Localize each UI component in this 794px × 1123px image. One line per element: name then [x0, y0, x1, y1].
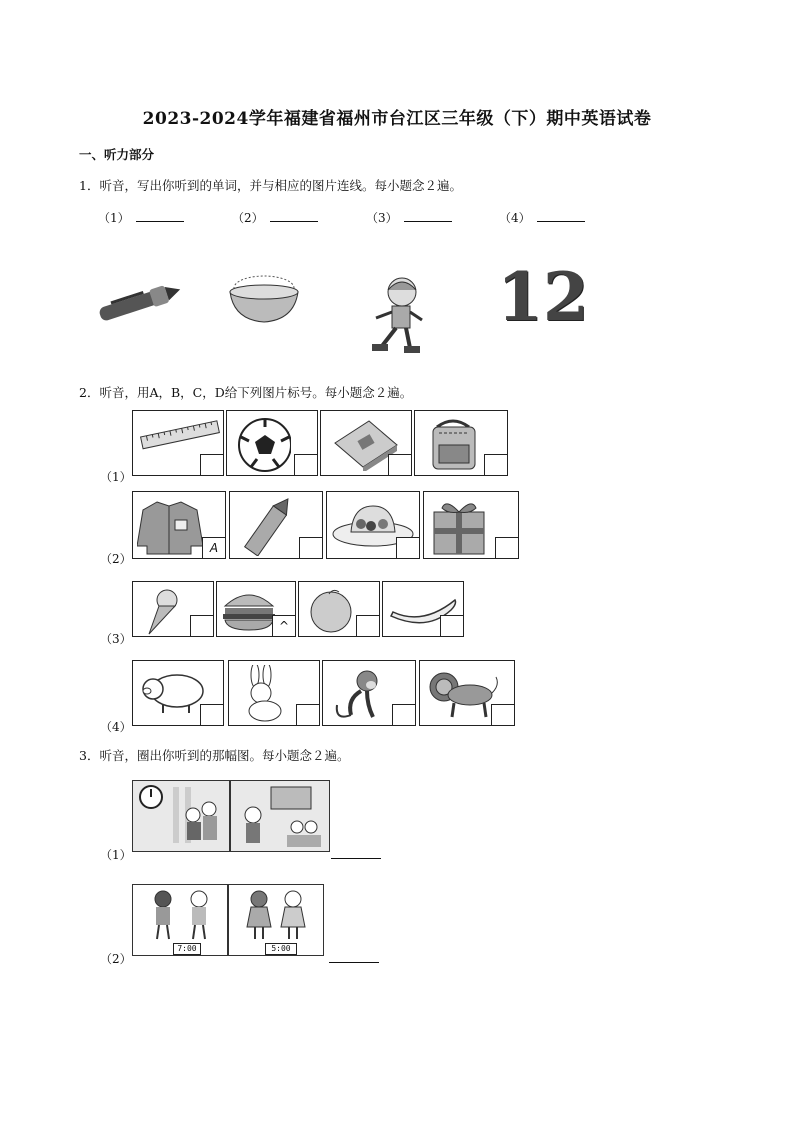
q1-blank-2[interactable] [232, 209, 318, 226]
q3-scene-1a[interactable] [132, 780, 230, 852]
page-title: 2023-2024学年福建省福州市台江区三年级（下）期中英语试卷 [142, 109, 652, 129]
q2-row-3-label: （3） [100, 632, 132, 646]
q3-answer-line-2[interactable] [329, 962, 379, 963]
answer-line [537, 211, 585, 222]
q2-picture-pig[interactable] [132, 660, 224, 726]
q2-picture-hat[interactable] [326, 491, 420, 559]
answer-box[interactable] [484, 454, 507, 475]
rabbit-icon [233, 665, 293, 723]
jacket-icon [137, 496, 209, 556]
gift-box-icon [428, 496, 494, 558]
q2-picture-jacket[interactable] [132, 491, 226, 559]
answer-box[interactable]: ^ [272, 615, 295, 636]
section-heading-listening: 一、听力部分 [79, 147, 155, 162]
q2-row-1-label: （1） [100, 470, 132, 484]
q2-picture-lion[interactable] [419, 660, 515, 726]
hamburger-icon [221, 586, 277, 634]
orange-icon [303, 586, 359, 636]
answer-box[interactable] [396, 537, 419, 558]
answer-box[interactable] [440, 615, 463, 636]
answer-box[interactable] [190, 615, 213, 636]
question-1-text: 1．听音，写出你听到的单词，并与相应的图片连线。每小题念２遍。 [79, 178, 462, 193]
boys-scene-icon [133, 885, 228, 941]
q2-picture-monkey[interactable] [322, 660, 416, 726]
answer-box[interactable] [299, 537, 322, 558]
answer-box[interactable] [356, 615, 379, 636]
ice-cream-icon [137, 586, 187, 636]
answer-box[interactable] [200, 454, 223, 475]
q2-picture-rabbit[interactable] [228, 660, 320, 726]
q2-row-4-label: （4） [100, 720, 132, 734]
q2-picture-hamburger[interactable] [216, 581, 296, 637]
blank-label: （2） [232, 211, 264, 225]
monkey-icon [327, 665, 391, 723]
q2-picture-ice-cream[interactable] [132, 581, 214, 637]
q2-picture-ruler[interactable] [132, 410, 224, 476]
clock-display: 5:00 [265, 943, 297, 955]
pig-icon [137, 665, 209, 719]
answer-box[interactable] [495, 537, 518, 558]
q3-scene-1b[interactable] [230, 780, 330, 852]
answer-line [136, 211, 184, 222]
pen-icon[interactable] [92, 278, 184, 326]
answer-box[interactable] [392, 704, 415, 725]
blank-label: （3） [366, 211, 398, 225]
blank-label: （1） [98, 211, 130, 225]
clock-display: 7:00 [173, 943, 201, 955]
rice-bowl-icon[interactable] [226, 266, 302, 328]
answer-box[interactable] [200, 704, 223, 725]
q3-scene-2a[interactable] [132, 884, 228, 956]
answer-box[interactable] [294, 454, 317, 475]
ruler-icon [137, 415, 221, 455]
answer-line [270, 211, 318, 222]
crayon-icon [234, 496, 304, 556]
q3-row-2-label: （2） [100, 952, 132, 966]
q2-picture-book[interactable] [320, 410, 412, 476]
q2-picture-bag[interactable] [414, 410, 508, 476]
lion-icon [424, 665, 500, 723]
q1-blank-1[interactable] [98, 209, 184, 226]
q3-row-1-label: （1） [100, 848, 132, 862]
question-3-text: 3．听音，圈出你听到的那幅图。每小题念２遍。 [79, 748, 350, 763]
answer-line [404, 211, 452, 222]
answer-box[interactable] [388, 454, 411, 475]
q2-picture-crayon[interactable] [229, 491, 323, 559]
answer-box[interactable] [491, 704, 514, 725]
classroom-scene-icon [133, 781, 230, 852]
lunch-scene-icon [231, 781, 330, 852]
q3-scene-2b[interactable] [228, 884, 324, 956]
q2-picture-gift-box[interactable] [423, 491, 519, 559]
q1-blank-3[interactable] [366, 209, 452, 226]
q2-row-2-label: （2） [100, 552, 132, 566]
number-twelve[interactable]: 12 [497, 258, 589, 336]
skating-girl-icon[interactable] [360, 272, 432, 358]
answer-box[interactable] [296, 704, 319, 725]
q3-answer-line-1[interactable] [331, 858, 381, 859]
ball-icon [231, 415, 291, 473]
q1-blank-4[interactable] [499, 209, 585, 226]
girls-scene-icon [229, 885, 324, 941]
blank-label: （4） [499, 211, 531, 225]
question-2-text: 2．听音，用A，B，C，D给下列图片标号。每小题念２遍。 [79, 385, 413, 400]
bag-icon [419, 415, 489, 473]
answer-box[interactable]: A [202, 537, 225, 558]
q2-picture-orange[interactable] [298, 581, 380, 637]
q2-picture-ball[interactable] [226, 410, 318, 476]
q2-picture-banana[interactable] [382, 581, 464, 637]
